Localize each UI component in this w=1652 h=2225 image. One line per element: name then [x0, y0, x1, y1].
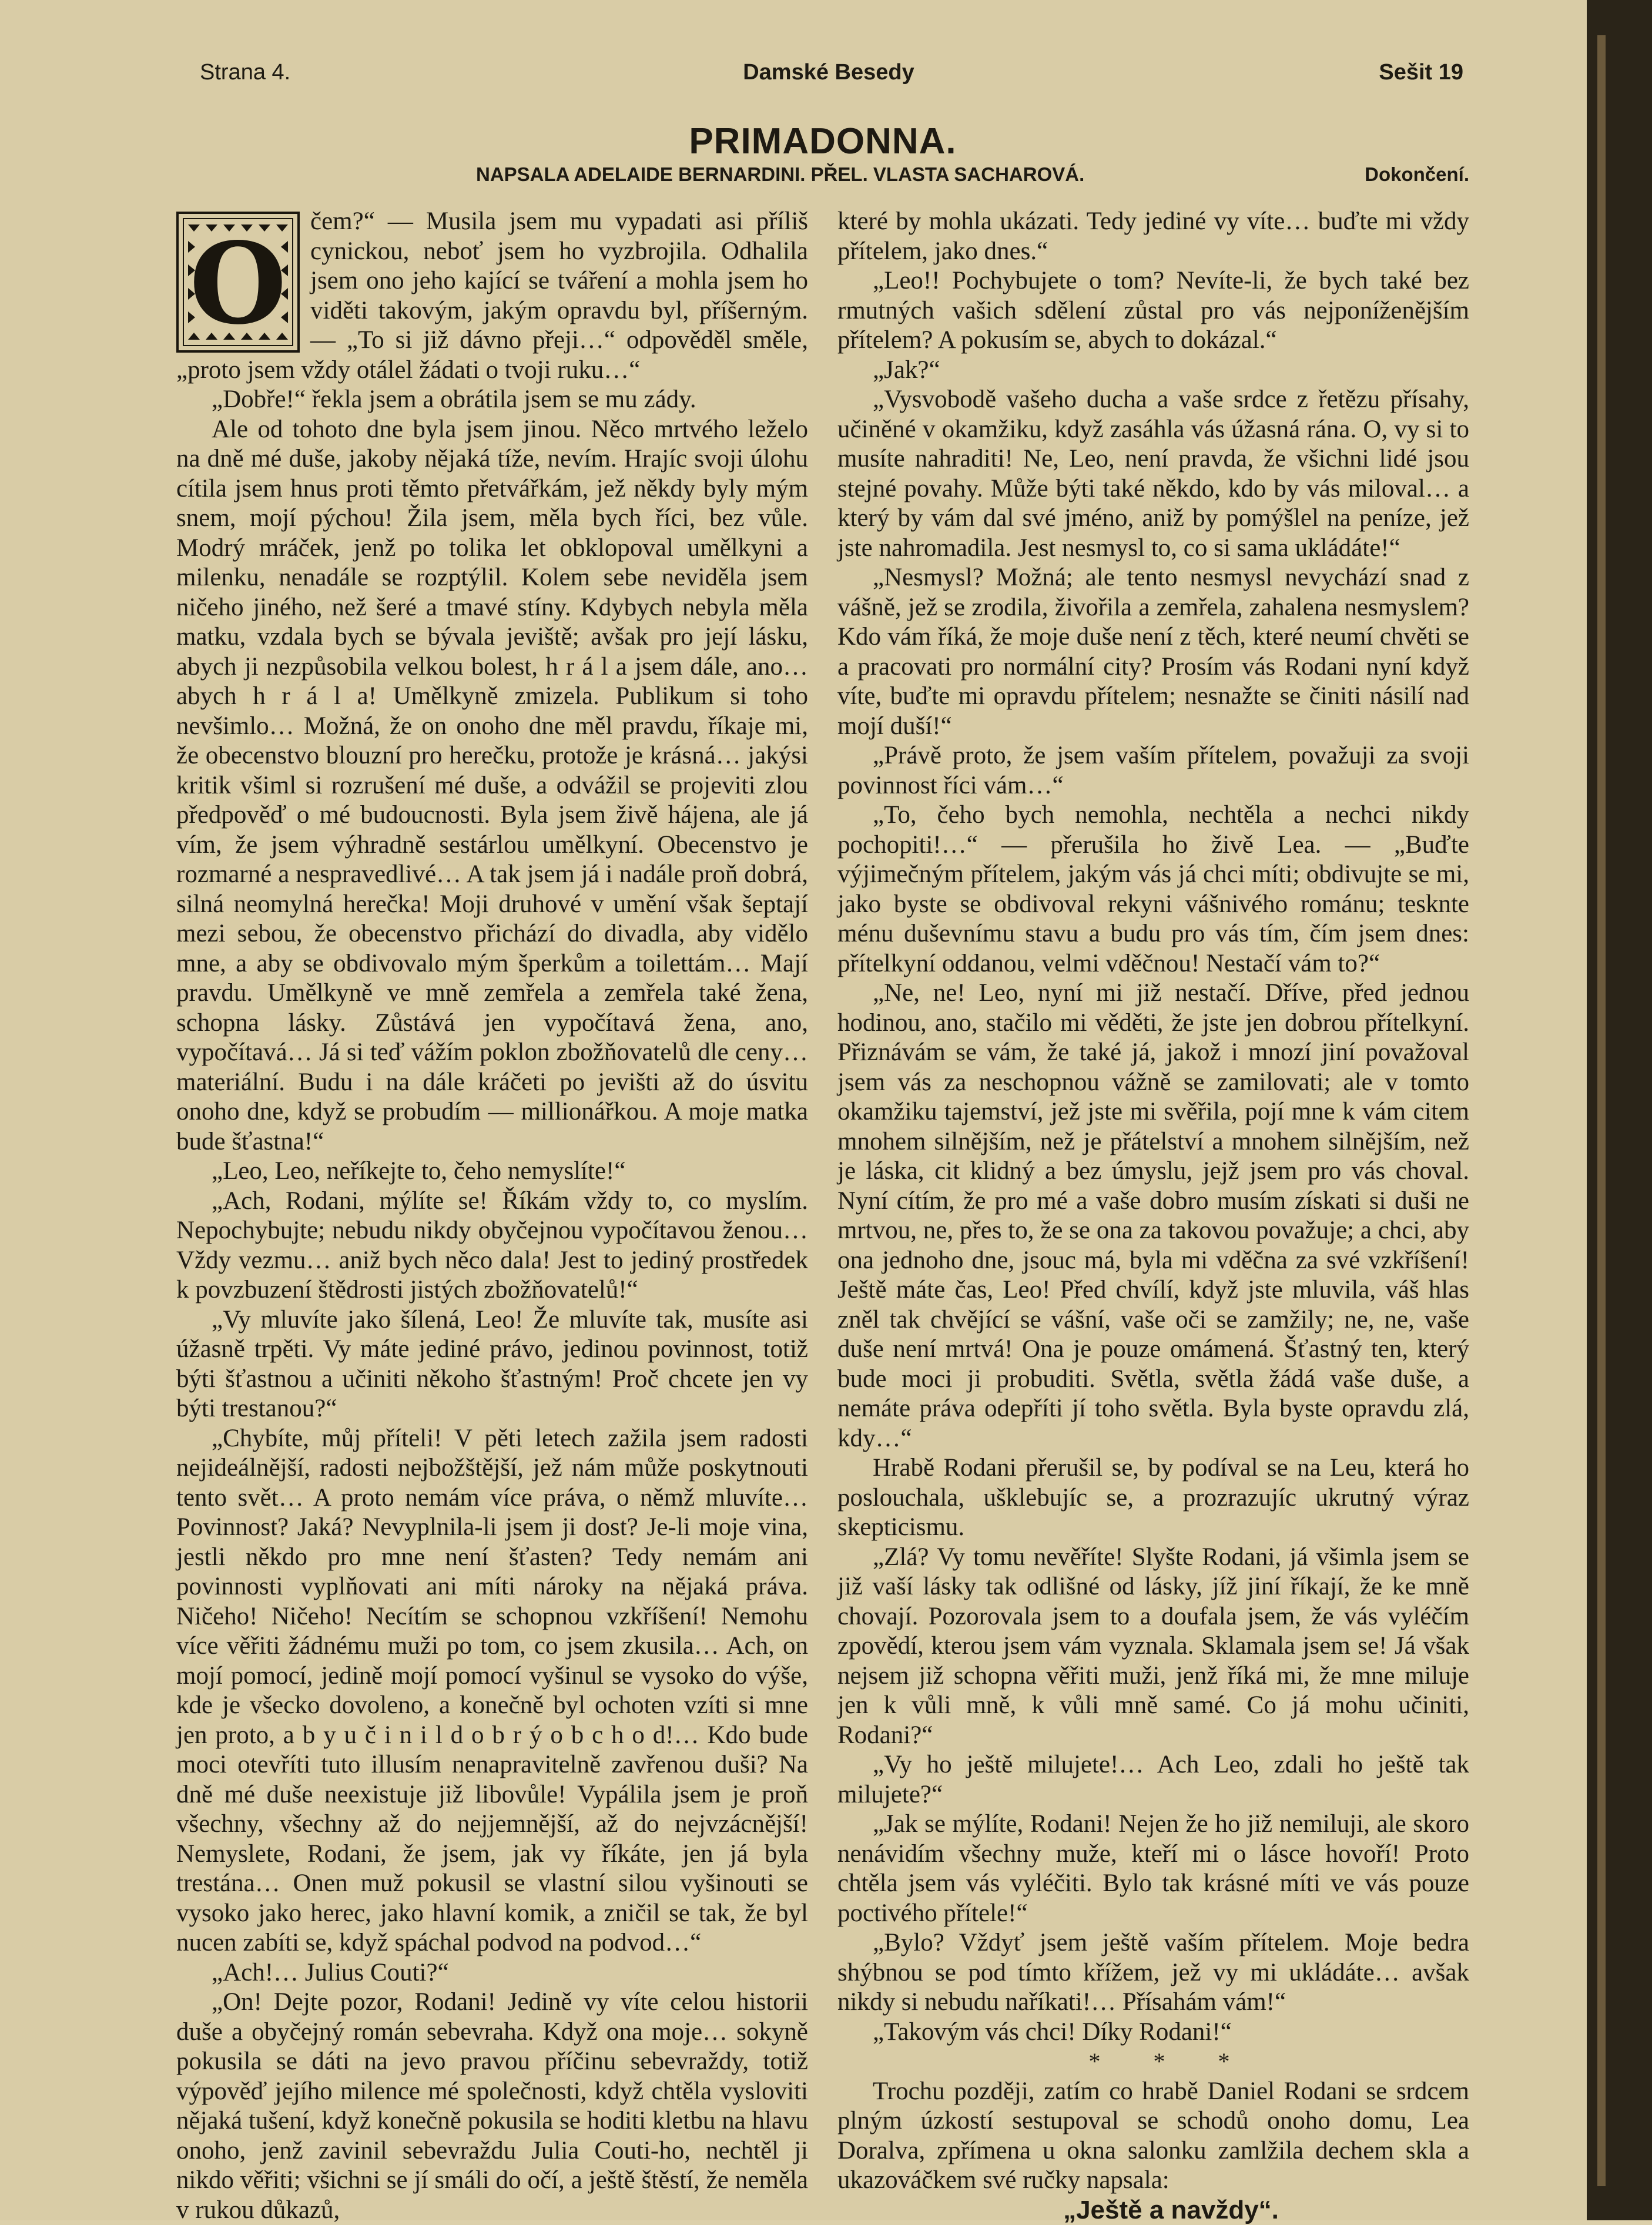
byline: NAPSALA ADELAIDE BERNARDINI. PŘEL. VLASTA SACHAROVÁ. — [476, 163, 1084, 186]
paragraph: „Ach, Rodani, mýlíte se! Říkám vždy to, co myslím. Nepochybujte; nebudu nikdy obyčejnou vypočítavou ženou… Vždy vezmu… aniž bych něco dala! Jest to jediný prostředek k povzbuzení štědrosti jistých zbožňovatelů!“ — [176, 1187, 808, 1305]
paragraph: „Jak se mýlíte, Rodani! Nejen že ho již nemiluji, ale skoro nenávidím všechny muže, kteří mi o lásce hovoří! Proto chtěla jsem vás vyléčiti. Bylo tak krásné míti ve vás pouze poctivého přítele!“ — [837, 1810, 1469, 1928]
epilogue-paragraph: Trochu později, zatím co hrabě Daniel Rodani se srdcem plným úzkostí sestupoval se schodů onoho domu, Lea Doralva, zpřímena u okna salonku zamlžila dechem skla a ukazováčkem své ručky napsala: — [837, 2077, 1469, 2196]
paragraph: „Vy mluvíte jako šílená, Leo! Že mluvíte tak, musíte asi úžasně trpěti. Vy máte jediné právo, jedinou povinnost, totiž býti šťastnou a učiniti někoho šťastným! Proč chcete jen vy býti trestanou?“ — [176, 1305, 808, 1424]
article-title: PRIMADONNA. — [176, 120, 1469, 162]
paragraph: „Ach!… Julius Couti?“ — [176, 1958, 808, 1988]
initial-letter: O — [176, 228, 300, 340]
text-column-left — [176, 207, 808, 2182]
ornamental-initial — [176, 212, 300, 353]
magazine-title: Damské Besedy — [194, 60, 1463, 85]
paragraph: „Ne, ne! Leo, nyní mi již nestačí. Dříve, před jednou hodinou, ano, stačilo mi věděti, že jste jen dobrou přítelkyní. Přiznávám se vám, že také já, jakož i mnozí jiní považoval jsem vás za neschopnou vážně se zamilovati; ale v tomto okamžiku tajemství, jež jste mi svěřila, pojí mne k vám citem mnohem silnějším, než je přátelství a mnohem silnějším, než je láska, cit klidný a bez úmyslu, jejž jsem pro vás choval. Nyní cítím, že pro mé a vaše dobro musím získati si duši ne mrtvou, ne, přes to, že se ona za takovou považuje; a chci, aby ona jednoho dne, jsouc má, byla mi vděčna za své vzkříšení! Ještě máte čas, Leo! Před chvílí, když jste mluvila, váš hlas zněl tak chvějící se vášní, vaše oči se zamžily; ne, ne, vaše duše není mrtvá! Ona je pouze omámená. Šťastný ten, který bude moci ji probuditi. Světla, světla žádá vaše duše, a nemáte práva odepříti jí toho světla. Byla byste opravdu zlá, kdy…“ — [837, 979, 1469, 1453]
paragraph: čem?“ — Musila jsem mu vypadati asi příliš cynickou, neboť jsem ho vyzbrojila. Odhalila jsem ono jeho kající se tváření a mohla jsem ho viděti takovým, jakým opravdu byl, příšerným. — „To si již dávno přeji…“ odpověděl směle, „proto jsem vždy otálel žádati o tvoji ruku…“ — [176, 207, 808, 385]
paragraph: „Vysvobodě vašeho ducha a vaše srdce z řetězu přísahy, učiněné v okamžiku, když zasáhla vás úžasná rána. O, vy si to musíte nahraditi! Ne, Leo, není pravda, že všichni lidé jsou stejné povahy. Může býti také někdo, kdo by vás miloval… a který by vám dal své jméno, aniž by pomýšlel na peníze, jež jste nahromadila. Jest nesmysl to, co si sama ukládáte!“ — [837, 385, 1469, 563]
binding-edge — [1597, 35, 1606, 2186]
paragraph: „Chybíte, můj příteli! V pěti letech zažila jsem radosti nejideálnější, radosti nejbožštější, jež nám může poskytnouti tento svět… A proto nemám více práva, o němž mluvíte… Povinnost? Jaká? Nevyplnila-li jsem ji dost? Je-li moje vina, jestli někdo pro mne není šťasten? Tedy nemám ani povinnosti vyplňovati ani míti nároky na nějaká práva. Ničeho! Ničeho! Necítím se schopnou vzkříšení! Nemohu více věřiti žádnému muži po tom, co jsem zkusila… Ach, on mojí pomocí, jedině mojí pomocí vyšinul se vysoko do výše, kde je všecko dovoleno, a konečně byl ochoten vzíti si mne jen proto, a b y u č i n i l d o b r ý o b c h o d!… Kdo bude moci otevříti tuto illusím nenapravitelně zavřenou duši? Na dně mé duše neexistuje již libovůle! Vypálila jsem je proň všechny, všechny až do nejjemnější, až do nejvzácnější! Nemyslete, Rodani, že jsem, jak vy říkáte, jen já byla trestána… Onen muž pokusil se vlastní silou vyšinouti se vysoko jako herec, jako hlavní komik, a zničil se tak, že byl nucen zabíti se, když spáchal podvod na podvod…“ — [176, 1424, 808, 1958]
paragraph: „Vy ho ještě milujete!… Ach Leo, zdali ho ještě tak milujete?“ — [837, 1750, 1469, 1810]
paragraph: „Bylo? Vždyť jsem ještě vaším přítelem. Moje bedra shýbnou se pod tímto křížem, jež vy mi ukládáte… avšak nikdy si nebudu naříkati!… Přísahám vám!“ — [837, 1928, 1469, 2018]
closing-line: „Ještě a navždy“. — [837, 2196, 1469, 2225]
paragraph: „On! Dejte pozor, Rodani! Jedině vy víte celou historii duše a obyčejný román sebevraha. Když ona moje… sokyně pokusila se dáti na jevo pravou příčinu sebevraždy, totiž výpověď jejího milence mé společnosti, když chtěla vysloviti nějaká tušení, když konečně pokusila se hoditi kletbu na hlavu onoho, jenž zavinil sebevraždu Julia Couti-ho, nechtěl ji nikdo věřiti; všichni se jí smáli do očí, a ještě štěstí, že neměla v rukou důkazů, — [176, 1988, 808, 2225]
text-column-right — [837, 207, 1469, 2182]
paragraph: Ale od tohoto dne byla jsem jinou. Něco mrtvého leželo na dně mé duše, jakoby nějaká tíže, nevím. Hrajíc svoji úlohu cítila jsem hnus proti těmto přetvářkám, jež někdy byly mým snem, mojí pýchou! Žila jsem, měla bych říci, bez vůle. Modrý mráček, jenž po tolika let obklopoval umělkyni a milenku, nenadále se rozptýlil. Kolem sebe neviděla jsem ničeho jiného, než šeré a tmavé stíny. Kdybych nebyla měla matku, vzdala bych se bývala jeviště; avšak pro její lásku, abych ji nezpůsobila velkou bolest, h r á l a jsem dále, ano… abych h r á l a! Umělkyně zmizela. Publikum si toho nevšimlo… Možná, že on onoho dne měl pravdu, říkaje mi, že obecenstvo blouzní pro herečku, protože je krásná… jakýsi kritik všiml si rozrušení mé duše, a odvážil se projeviti zlou předpověď o mé budoucnosti. Byla jsem živě hájena, ale já vím, že jsem výhradně sestárlou umělkyní. Obecenstvo je rozmarné a nespravedlivé… A tak jsem já i nadále proň dobrá, silná neomylná herečka! Moji druhové v umění však šeptají mezi sebou, že obecenstvo přichází do divadla, aby vidělo mne, a aby se obdivovalo mým šperkům a toilettám… Mají pravdu. Umělkyně ve mně zemřela a zemřela také žena, schopna lásky. Zůstává jen vypočítavá žena, ano, vypočítavá… Já si teď vážím poklon zbožňovatelů dle ceny… materiální. Budu i na dále kráčeti po jevišti až do úsvitu onoho dne, když se probudím — millionářkou. A moje matka bude šťastna!“ — [176, 415, 808, 1157]
paragraph: „Leo, Leo, neříkejte to, čeho nemyslíte!“ — [176, 1157, 808, 1187]
paragraph: Hrabě Rodani přerušil se, by podíval se na Leu, která ho poslouchala, ušklebujíc se, a prozrazujíc ukrutný výraz skepticismu. — [837, 1453, 1469, 1543]
running-header — [194, 54, 1463, 95]
paragraph: „Leo!! Pochybujete o tom? Nevíte-li, že bych také bez rmutných vašich sdělení zůstal pro vás nejponíženějším přítelem? A pokusím se, abych to dokázal.“ — [837, 266, 1469, 356]
paragraph: „Nesmysl? Možná; ale tento nesmysl nevychází snad z vášně, jež se zrodila, živořila a zemřela, zahalena nesmyslem? Kdo vám říká, že moje duše není z těch, které neumí chvěti se a pracovati pro normální city? Prosím vás Rodani nyní když víte, buďte mi opravdu přítelem; nesnažte se činiti násilí nad mojí duší!“ — [837, 563, 1469, 741]
section-break: * * * — [837, 2047, 1469, 2077]
paragraph: „Takovým vás chci! Díky Rodani!“ — [837, 2018, 1469, 2048]
paragraph: „Jak?“ — [837, 356, 1469, 386]
paragraph: „Zlá? Vy tomu nevěříte! Slyšte Rodani, já všimla jsem se již vaší lásky tak odlišné od lásky, jíž jiní říkají, že ke mně chovají. Pozorovala jsem to a doufala jsem, že vás vyléčím zpovědí, kterou jsem vám vyznala. Sklamala jsem se! Já však nejsem již schopna věřiti muži, jenž říká mi, že mne miluje jen k vůli mně, k vůli mně samé. Co já mohu učiniti, Rodani?“ — [837, 1543, 1469, 1751]
paragraph: „Právě proto, že jsem vaším přítelem, považuji za svoji povinnost říci vám…“ — [837, 741, 1469, 800]
issue-number: Sešit 19 — [1379, 60, 1463, 85]
paragraph: „To, čeho bych nemohla, nechtěla a nechci nikdy pochopiti!…“ — přerušila ho živě Lea. — „Buďte výjimečným přítelem, jakým vás já chci míti; obdivujte se mi, jako byste se obdivoval rekyni vášnivého románu; tesknte ménu duševnímu stavu a budu pro vás tím, čím jsem dnes: přítelkyní oddanou, velmi vděčnou! Nestačí vám to?“ — [837, 800, 1469, 979]
byline-row — [176, 163, 1469, 193]
continuation-label: Dokončení. — [1365, 163, 1469, 186]
paragraph: „Dobře!“ řekla jsem a obrátila jsem se mu zády. — [176, 385, 808, 415]
page-number: Strana 4. — [200, 60, 290, 85]
paragraph: které by mohla ukázati. Tedy jediné vy víte… buďte mi vždy přítelem, jako dnes.“ — [837, 207, 1469, 266]
binding-spine — [1587, 0, 1652, 2220]
